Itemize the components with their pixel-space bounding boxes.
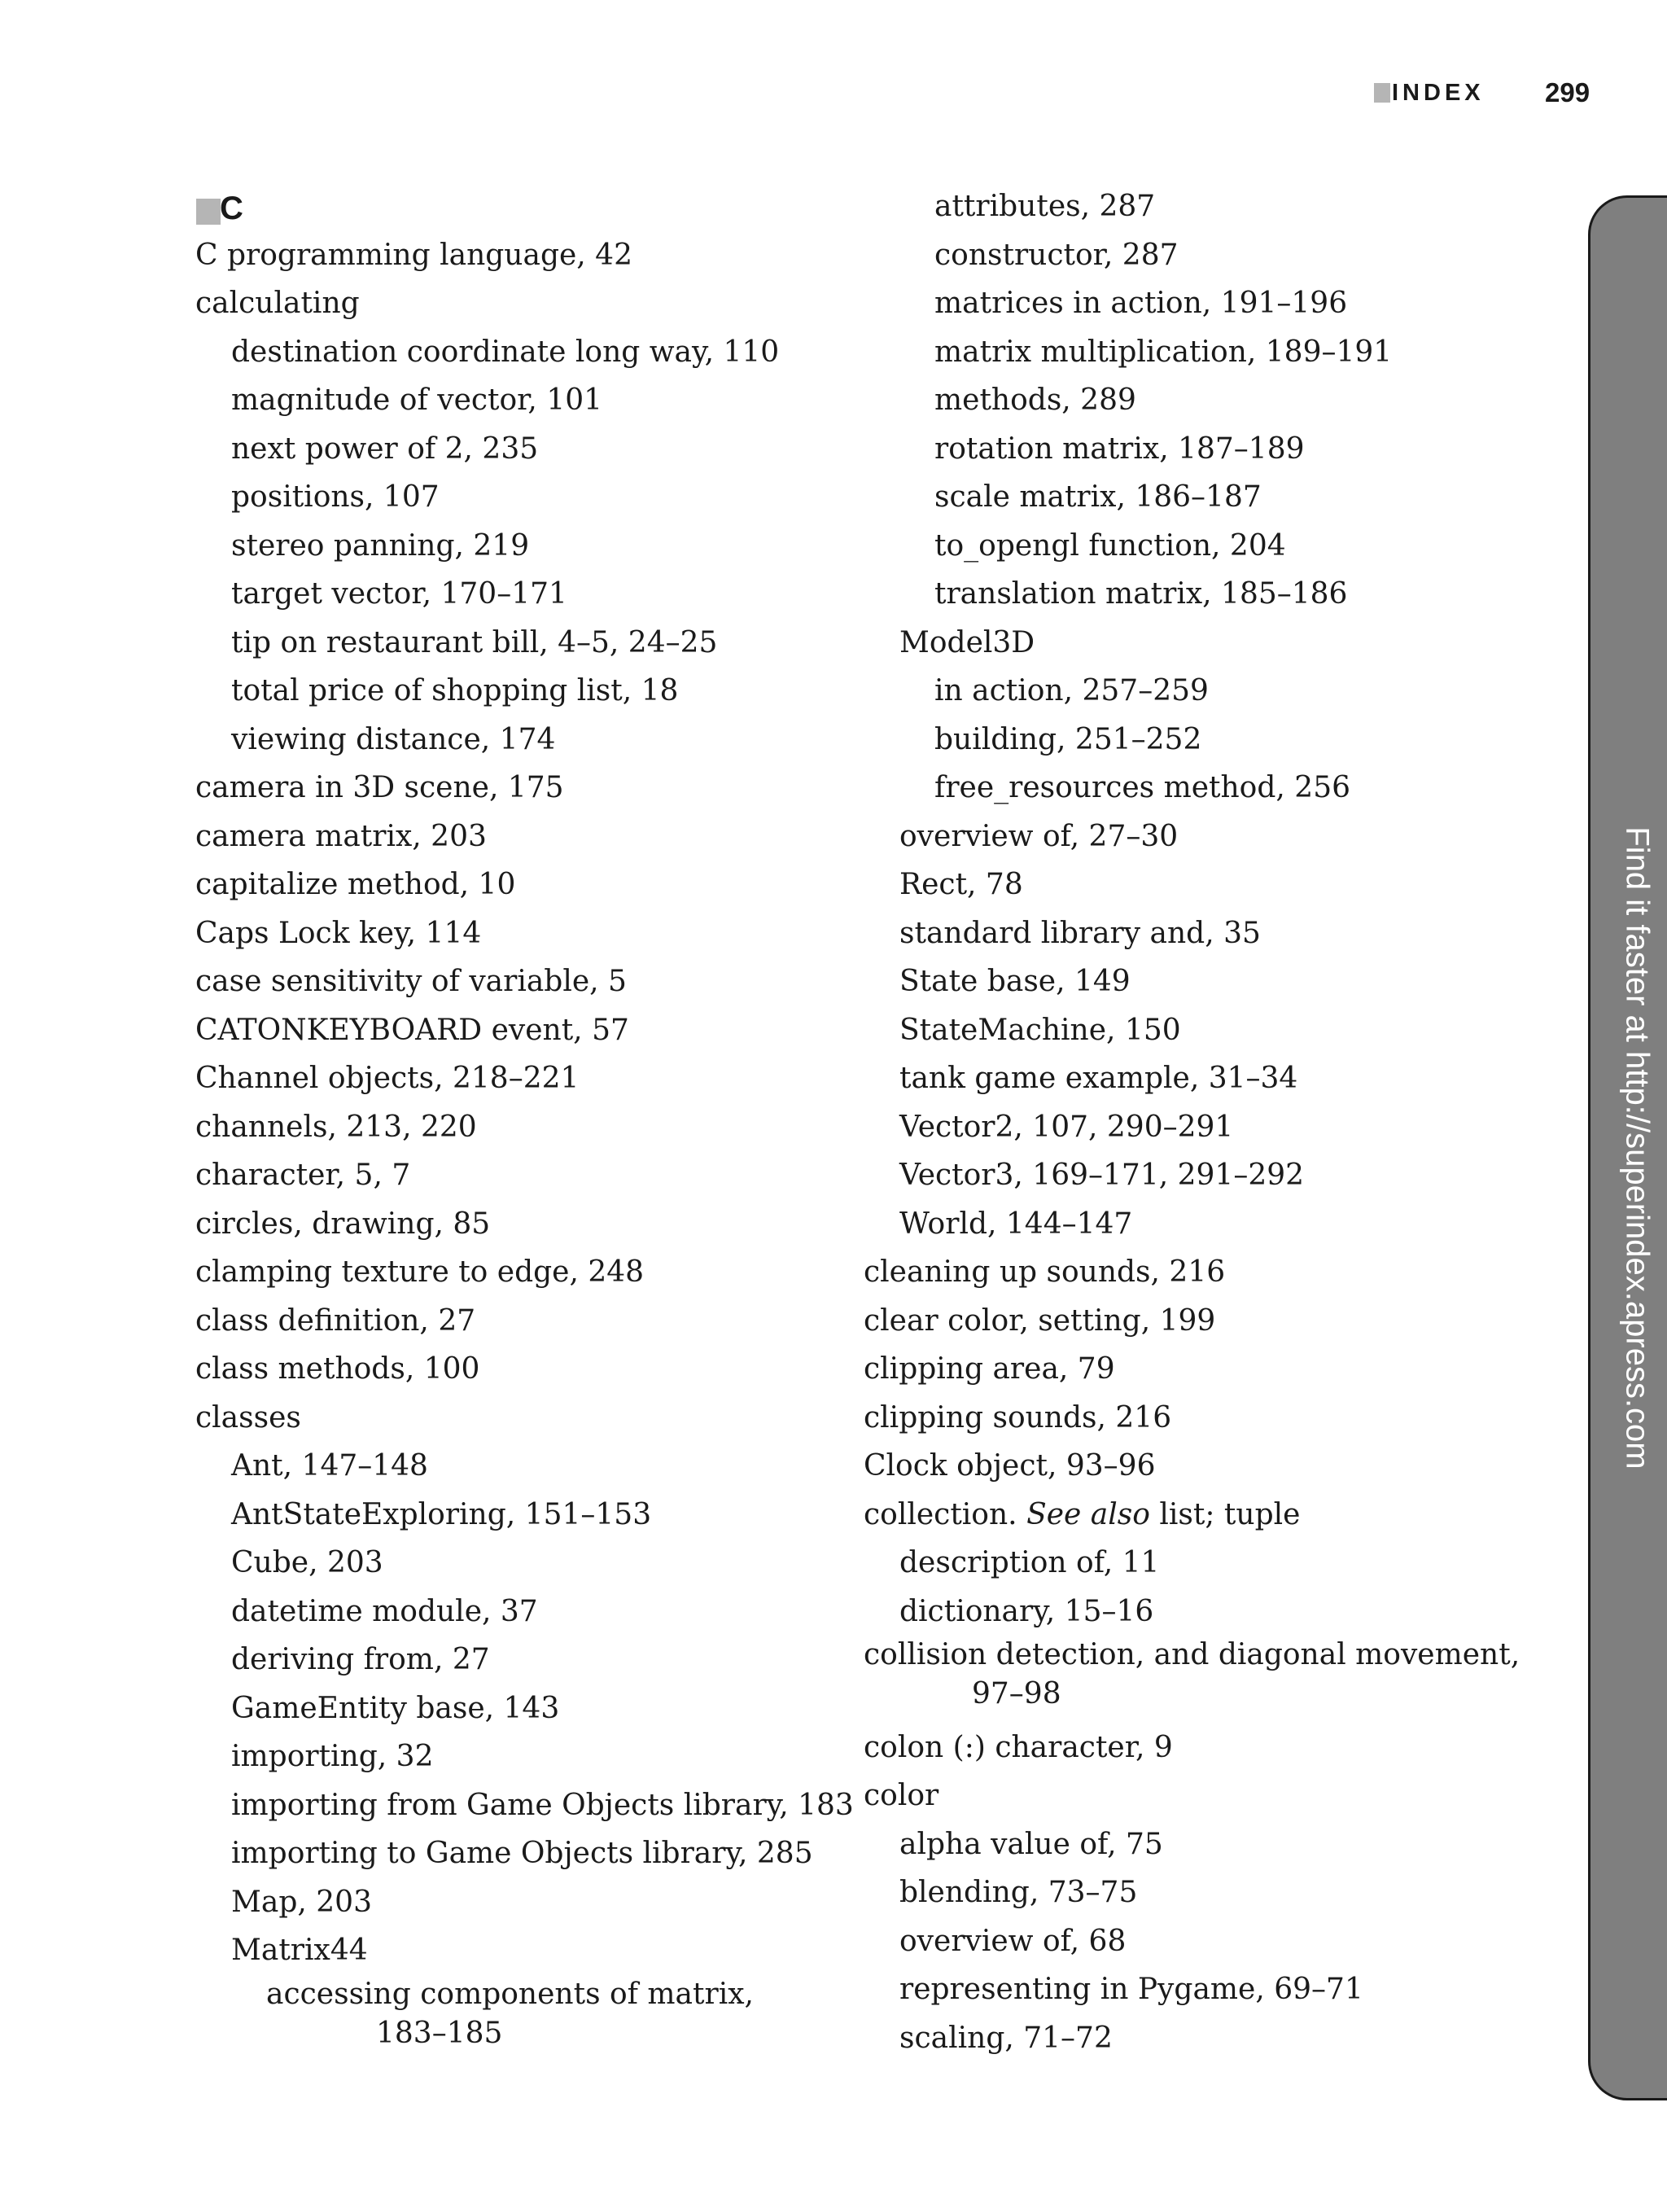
index-entry-text: importing to Game Objects library, 285 <box>231 1837 813 1870</box>
index-entry <box>195 1491 830 1540</box>
index-entry <box>864 1442 1490 1491</box>
index-entry-text: overview of, 68 <box>899 1924 1127 1958</box>
running-header <box>1374 75 1590 107</box>
index-entry-text: circles, drawing, 85 <box>195 1207 491 1241</box>
index-entry <box>195 909 830 958</box>
index-entry <box>195 957 830 1006</box>
index-entry-text: magnitude of vector, 101 <box>231 383 603 417</box>
index-entry-text: class methods, 100 <box>195 1352 480 1386</box>
index-entry-text: AntStateExploring, 151–153 <box>231 1497 652 1531</box>
index-entry <box>195 425 830 474</box>
index-entry <box>195 764 830 813</box>
index-entry <box>864 1394 1490 1443</box>
index-entry <box>864 1054 1490 1103</box>
index-entry-continuation: 183–185 <box>376 2016 503 2050</box>
index-entry-text: methods, 289 <box>934 383 1136 417</box>
index-entry <box>864 279 1490 328</box>
index-entry <box>195 667 830 716</box>
index-entry-text: clear color, setting, 199 <box>864 1303 1216 1338</box>
index-entry-text: channels, 213, 220 <box>195 1110 477 1144</box>
index-entry-text: C programming language, 42 <box>195 238 632 272</box>
index-entry-text: Rect, 78 <box>899 868 1023 901</box>
index-entry <box>864 667 1490 716</box>
index-entry <box>864 1588 1490 1636</box>
index-entry <box>195 716 830 764</box>
index-entry <box>864 425 1490 474</box>
index-entry-text: blending, 73–75 <box>899 1876 1138 1909</box>
index-entry-text: collection. <box>864 1497 1017 1531</box>
index-entry <box>864 1636 1520 1724</box>
index-entry <box>864 1868 1490 1917</box>
index-entry <box>864 764 1490 813</box>
index-entry-text: destination coordinate long way, 110 <box>231 335 780 369</box>
section-label: INDEX <box>1392 80 1485 106</box>
index-entry <box>864 1200 1490 1249</box>
index-entry <box>195 279 830 328</box>
index-entry-text: standard library and, 35 <box>899 916 1261 950</box>
index-entry <box>195 1588 830 1636</box>
index-entry-text: Channel objects, 218–221 <box>195 1062 580 1095</box>
index-entry <box>195 1684 830 1733</box>
index-entry <box>864 1345 1490 1394</box>
index-entry <box>195 861 830 909</box>
index-entry-text: rotation matrix, 187–189 <box>934 431 1305 466</box>
index-entry <box>195 1248 830 1297</box>
index-entry-text: colon (:) character, 9 <box>864 1730 1173 1764</box>
index-entry <box>864 1151 1490 1200</box>
index-entry-text: capitalize method, 10 <box>195 868 516 901</box>
index-entry <box>195 1006 830 1055</box>
index-entry-text: Vector3, 169–171, 291–292 <box>899 1159 1305 1192</box>
index-entry-text: matrices in action, 191–196 <box>934 287 1348 320</box>
index-entry-text: World, 144–147 <box>899 1207 1133 1241</box>
index-entry-text: scale matrix, 186–187 <box>934 480 1262 514</box>
index-entry <box>195 1151 830 1200</box>
index-entry <box>864 522 1490 571</box>
index-entry-text: classes <box>195 1400 301 1435</box>
index-entry <box>195 1732 830 1781</box>
index-entry <box>864 1724 1490 1772</box>
index-entry <box>864 473 1490 522</box>
index-entry-text: class definition, 27 <box>195 1303 476 1338</box>
index-entry-text: Caps Lock key, 114 <box>195 916 482 950</box>
index-entry <box>195 473 830 522</box>
index-entry-text: in action, 257–259 <box>934 674 1209 707</box>
index-entry-text: description of, 11 <box>899 1546 1160 1579</box>
index-entry-text: camera in 3D scene, 175 <box>195 771 564 804</box>
index-entry-text: matrix multiplication, 189–191 <box>934 335 1393 369</box>
index-entry-text: Ant, 147–148 <box>231 1449 428 1483</box>
index-entry-text: datetime module, 37 <box>231 1594 538 1628</box>
index-entry <box>195 1829 830 1878</box>
index-entry-text: character, 5, 7 <box>195 1159 411 1192</box>
see-also-label: See also <box>1026 1497 1150 1531</box>
index-entry-text: viewing distance, 174 <box>231 722 556 756</box>
index-entry <box>195 813 830 861</box>
index-entry <box>864 716 1490 764</box>
index-entry-text: clipping sounds, 216 <box>864 1400 1172 1435</box>
index-entry-text: CATONKEYBOARD event, 57 <box>195 1013 629 1047</box>
index-entry <box>195 1926 830 1975</box>
index-entry-text: importing, 32 <box>231 1740 434 1773</box>
index-entry <box>864 861 1490 909</box>
letter-heading <box>195 182 830 231</box>
index-entry-text: Model3D <box>899 625 1035 659</box>
index-entry-text: positions, 107 <box>231 480 440 514</box>
index-entry <box>195 570 830 619</box>
index-entry <box>864 1820 1490 1869</box>
index-entry-text: color <box>864 1779 939 1812</box>
index-entry <box>195 376 830 425</box>
index-entry-text: Vector2, 107, 290–291 <box>899 1110 1234 1144</box>
index-entry <box>195 1636 830 1684</box>
index-entry-text: stereo panning, 219 <box>231 528 530 563</box>
index-entry <box>195 1054 830 1103</box>
index-entry <box>864 1248 1490 1297</box>
index-entry <box>864 909 1490 958</box>
index-entry <box>864 1965 1490 2014</box>
index-entry-text: accessing components of matrix, <box>266 1977 754 2011</box>
index-entry-text: Map, 203 <box>231 1885 372 1919</box>
index-entry-text: to_opengl function, 204 <box>934 528 1286 563</box>
index-entry-text: dictionary, 15–16 <box>899 1594 1154 1628</box>
index-entry <box>195 1200 830 1249</box>
see-also-targets: list; tuple <box>1159 1497 1301 1531</box>
index-entry <box>864 231 1490 280</box>
index-column-right <box>864 182 1520 2062</box>
index-entry-text: GameEntity base, 143 <box>231 1691 560 1725</box>
index-entry <box>195 522 830 571</box>
index-entry <box>864 813 1490 861</box>
index-entry <box>864 1006 1490 1055</box>
index-entry <box>864 1539 1490 1588</box>
index-entry-text: constructor, 287 <box>934 238 1179 272</box>
index-entry <box>864 328 1490 377</box>
index-entry-text: free_resources method, 256 <box>934 771 1350 804</box>
index-column-left <box>195 182 854 2062</box>
index-entry-text: attributes, 287 <box>934 190 1156 223</box>
index-entry-text: clipping area, 79 <box>864 1352 1115 1386</box>
index-entry-text: next power of 2, 235 <box>231 431 539 466</box>
index-entry-text: Cube, 203 <box>231 1546 383 1579</box>
index-entry <box>864 570 1490 619</box>
index-entry-text: collision detection, and diagonal movement, <box>864 1638 1520 1671</box>
index-entry <box>864 957 1490 1006</box>
index-entry <box>864 1772 1490 1820</box>
index-entry <box>864 1103 1490 1152</box>
index-entry <box>864 619 1490 668</box>
index-entry <box>195 328 830 377</box>
index-entry-text: Clock object, 93–96 <box>864 1449 1156 1483</box>
index-entry <box>195 1878 830 1927</box>
index-entry <box>195 1103 830 1152</box>
index-entry <box>195 231 830 280</box>
index-entry-text: StateMachine, 150 <box>899 1013 1181 1047</box>
header-square-icon <box>1374 83 1390 103</box>
index-entry-text: calculating <box>195 287 360 320</box>
index-entry <box>195 1975 830 2063</box>
index-entry <box>195 1539 830 1588</box>
index-entry-text: tip on restaurant bill, 4–5, 24–25 <box>231 625 718 659</box>
index-entry-text: camera matrix, 203 <box>195 819 487 853</box>
index-entry-text: deriving from, 27 <box>231 1643 490 1676</box>
index-entry <box>864 1491 1490 1540</box>
index-entry-text: translation matrix, 185–186 <box>934 577 1348 611</box>
index-entry <box>195 1781 854 1830</box>
index-entry-text: overview of, 27–30 <box>899 819 1179 853</box>
index-entry-text: State base, 149 <box>899 965 1131 998</box>
index-entry <box>195 1442 830 1491</box>
index-entry-text: case sensitivity of variable, 5 <box>195 965 627 998</box>
page-number: 299 <box>1545 77 1590 107</box>
index-entry <box>195 1394 830 1443</box>
letter-heading-text: C <box>220 191 243 226</box>
index-entry-text: target vector, 170–171 <box>231 577 567 611</box>
index-entry-text: building, 251–252 <box>934 722 1202 756</box>
index-entry-text: clamping texture to edge, 248 <box>195 1255 645 1289</box>
index-entry <box>864 376 1490 425</box>
index-entry-text: Matrix44 <box>231 1934 368 1967</box>
thumb-tab-text: Find it faster at http://superindex.apress.com <box>1619 826 1656 1470</box>
index-entry <box>195 1345 830 1394</box>
index-entry <box>864 1917 1490 1966</box>
index-entry-text: alpha value of, 75 <box>899 1827 1163 1861</box>
index-entry <box>864 1297 1490 1346</box>
index-entry <box>195 619 830 668</box>
letter-square-icon <box>196 199 221 225</box>
index-entry-text: cleaning up sounds, 216 <box>864 1255 1226 1289</box>
index-entry-text: total price of shopping list, 18 <box>231 674 679 707</box>
index-entry-continuation: 97–98 <box>972 1677 1061 1710</box>
index-entry-text: importing from Game Objects library, 183 <box>231 1788 854 1822</box>
index-entry-text: tank game example, 31–34 <box>899 1062 1298 1095</box>
index-entry <box>864 2014 1490 2063</box>
index-entry-text: representing in Pygame, 69–71 <box>899 1973 1363 2006</box>
index-entry-text: scaling, 71–72 <box>899 2021 1113 2055</box>
index-entry <box>195 1297 830 1346</box>
index-entry <box>864 182 1490 231</box>
